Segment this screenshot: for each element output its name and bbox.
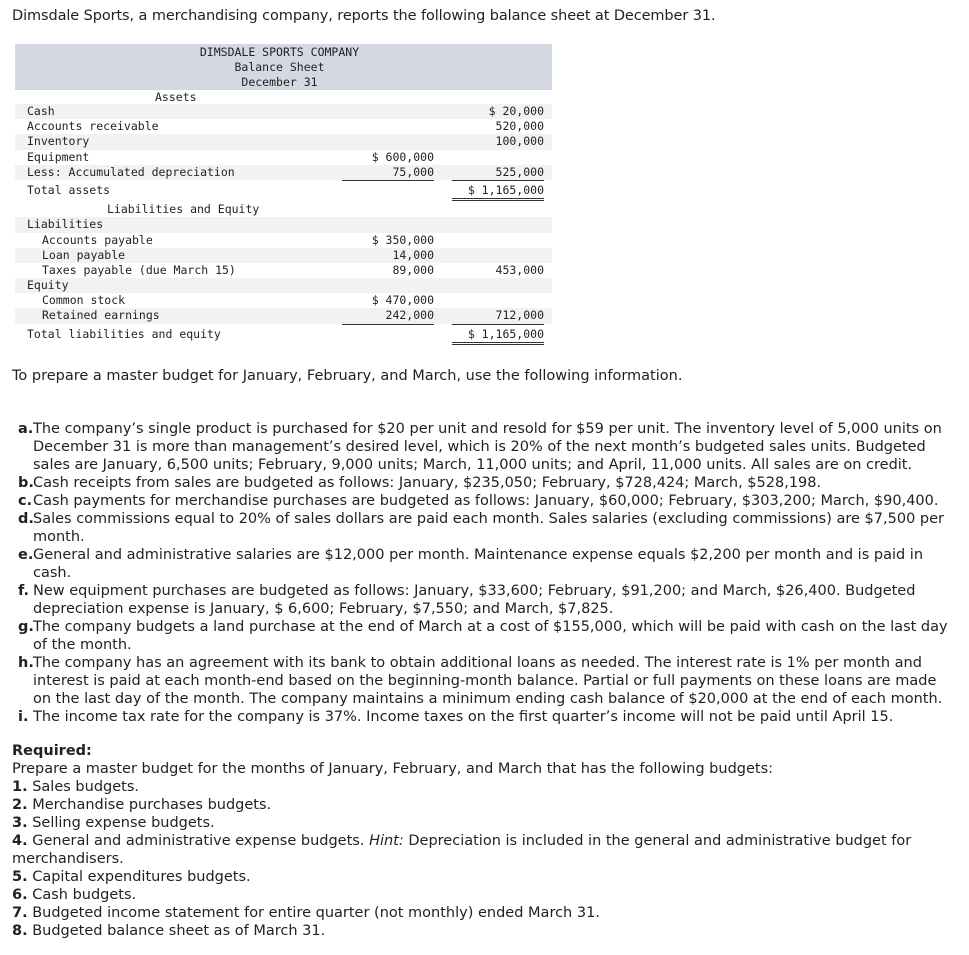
required-item: 4. General and administrative expense budgets. Hint: Depreciation is included in the general and administrative budget for merchandisers. <box>12 833 912 867</box>
required-item: 1. Sales budgets. <box>12 779 139 795</box>
hint-label: Hint: <box>369 833 404 849</box>
row-total-assets: Total assets $ 1,165,000 <box>15 183 552 198</box>
required-item: 2. Merchandise purchases budgets. <box>12 797 272 813</box>
info-item: b. Cash receipts from sales are budgeted as follows: January, $235,050; February, $728,424; March, $528,198. <box>18 475 822 491</box>
row-equity-heading: Equity <box>15 278 552 293</box>
info-item: f. New equipment purchases are budgeted as follows: January, $33,600; February, $91,200; and March, $26,400. Budgeted depreciation expense is January, $ 6,600; February, $7,550; and March, $7,825. <box>18 583 916 617</box>
required-item: 5. Capital expenditures budgets. <box>12 869 251 885</box>
intro-text: Dimsdale Sports, a merchandising company, reports the following balance sheet at December 31. <box>12 8 716 24</box>
statement-title: Balance Sheet <box>234 60 325 74</box>
required-title: Required: <box>12 743 92 759</box>
row-loan-payable: Loan payable 14,000 <box>15 248 552 263</box>
row-retained-earnings: Retained earnings 242,000 712,000 <box>15 308 552 323</box>
statement-date: December 31 <box>241 75 318 89</box>
row-equipment: Equipment $ 600,000 <box>27 149 434 164</box>
row-cash: Cash $ 20,000 <box>15 104 552 119</box>
lead-text: To prepare a master budget for January, February, and March, use the following information. <box>12 368 683 384</box>
info-item: g. The company budgets a land purchase at the end of March at a cost of $155,000, which will be paid with cash on the last day of the month. <box>18 619 948 653</box>
information-list <box>18 420 952 726</box>
required-section <box>12 742 952 940</box>
row-inventory: Inventory 100,000 <box>15 134 552 149</box>
info-item: i. The income tax rate for the company is 37%. Income taxes on the first quarter’s income will not be paid until April 15. <box>18 709 894 725</box>
balance-sheet <box>15 44 552 342</box>
required-item: 8. Budgeted balance sheet as of March 31. <box>12 923 326 939</box>
info-item: a. The company’s single product is purchased for $20 per unit and resold for $59 per unit. The inventory level of 5,000 units on December 31 is more than management’s desired level, which is 20% of the next month’s budgeted sales units. Budgeted sales are January, 6,500 units; February, 9,000 units; March, 11,000 units; and April, 11,000 units. All sales are on credit. <box>18 421 942 473</box>
company-name: DIMSDALE SPORTS COMPANY <box>199 45 360 59</box>
assets-heading: Assets <box>155 90 197 104</box>
row-total-liabilities-equity: Total liabilities and equity $ 1,165,000 <box>15 327 552 342</box>
info-item: c. Cash payments for merchandise purchases are budgeted as follows: January, $60,000; February, $303,200; March, $90,400. <box>18 493 939 509</box>
row-accumulated-depreciation: Less: Accumulated depreciation 75,000 525,000 <box>15 165 552 180</box>
required-item: 7. Budgeted income statement for entire quarter (not monthly) ended March 31. <box>12 905 600 921</box>
info-item: e. General and administrative salaries are $12,000 per month. Maintenance expense equals $2,200 per month and is paid in cash. <box>18 547 924 581</box>
balance-sheet-header <box>15 44 552 90</box>
info-item: h. The company has an agreement with its bank to obtain additional loans as needed. The interest rate is 1% per month and interest is paid at each month-end based on the beginning-month balance. Partial or full payments on these loans are made on the last day of the month. The company maintains a minimum ending cash balance of $20,000 at the end of each month. <box>18 655 943 707</box>
row-liabilities-heading: Liabilities <box>15 217 552 232</box>
required-item: 3. Selling expense budgets. <box>12 815 215 831</box>
required-intro: Prepare a master budget for the months of January, February, and March that has the following budgets: <box>12 761 774 777</box>
row-accounts-payable: Accounts payable $ 350,000 <box>42 232 434 247</box>
row-taxes-payable: Taxes payable (due March 15) 89,000 453,000 <box>15 263 552 278</box>
row-accounts-receivable: Accounts receivable 520,000 <box>27 119 544 134</box>
required-item: 6. Cash budgets. <box>12 887 137 903</box>
row-common-stock: Common stock $ 470,000 <box>42 293 434 308</box>
info-item: d. Sales commissions equal to 20% of sales dollars are paid each month. Sales salaries (excluding commissions) are $7,500 per month. <box>18 511 944 545</box>
liabilities-equity-heading: Liabilities and Equity <box>107 202 260 217</box>
